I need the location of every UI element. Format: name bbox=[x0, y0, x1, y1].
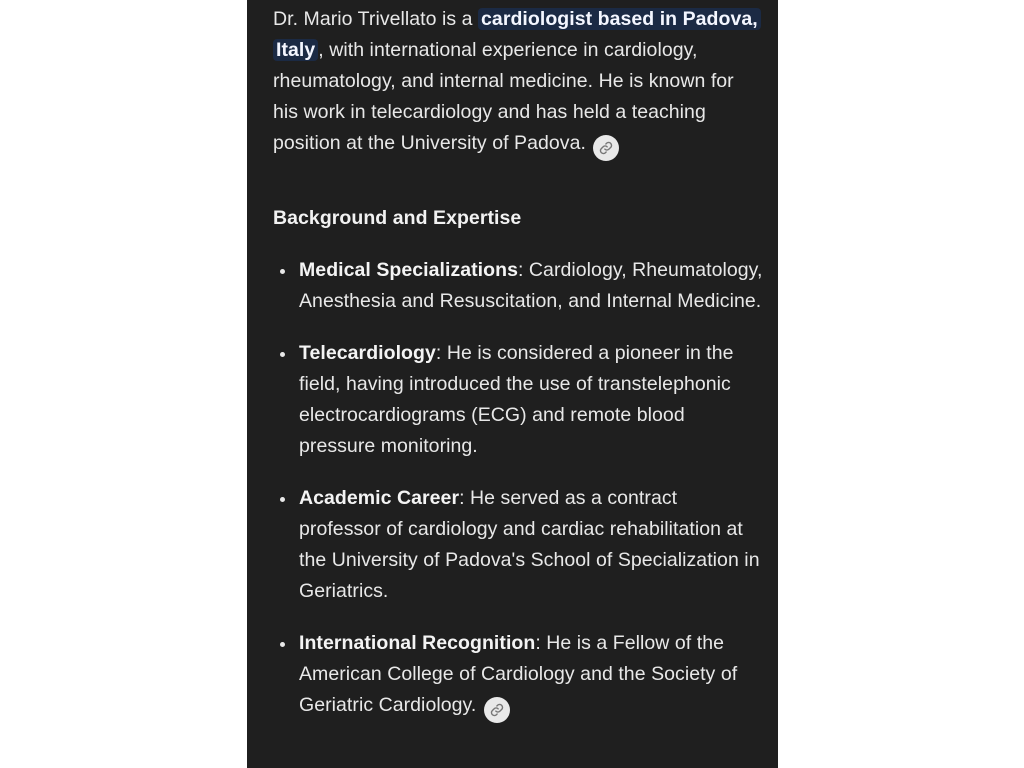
list-item-text: : He is considered a pioneer in the field, having introduced the use of transtelephonic electrocardiograms (ECG) and remote blood pressure monitoring. bbox=[299, 342, 734, 457]
intro-text-rest: , with international experience in cardiology, rheumatology, and internal medicine. He is known for his work in telecardiology and has held a teaching position at the University of Padova. bbox=[273, 39, 734, 154]
section-heading: Background and Expertise bbox=[273, 207, 522, 229]
list-item-text: : He is a Fellow of the American College of Cardiology and the Society of Geriatric Cardiology. bbox=[299, 632, 738, 716]
list-item-title: Medical Specializations bbox=[299, 259, 518, 281]
list-item bbox=[273, 483, 763, 607]
highlighted-phrase[interactable]: cardiologist based in Padova, Italy bbox=[273, 8, 761, 61]
intro-paragraph bbox=[273, 4, 763, 161]
expertise-list bbox=[273, 255, 763, 744]
list-item-title: International Recognition bbox=[299, 632, 536, 654]
response-content bbox=[273, 4, 763, 716]
link-icon bbox=[490, 703, 504, 717]
list-item bbox=[273, 628, 763, 723]
list-item-text: : He served as a contract professor of cardiology and cardiac rehabilitation at the University of Padova's School of Specialization in Geriatrics. bbox=[299, 487, 760, 602]
source-link-button[interactable] bbox=[484, 697, 510, 723]
list-item bbox=[273, 255, 763, 317]
link-icon bbox=[599, 141, 613, 155]
list-item-text: : Cardiology, Rheumatology, Anesthesia and Resuscitation, and Internal Medicine. bbox=[299, 259, 763, 312]
list-item-title: Telecardiology bbox=[299, 342, 436, 364]
list-item bbox=[273, 338, 763, 462]
list-item-title: Academic Career bbox=[299, 487, 460, 509]
intro-text-start: Dr. Mario Trivellato is a bbox=[273, 8, 479, 30]
response-panel bbox=[247, 0, 778, 768]
source-link-button[interactable] bbox=[593, 135, 619, 161]
